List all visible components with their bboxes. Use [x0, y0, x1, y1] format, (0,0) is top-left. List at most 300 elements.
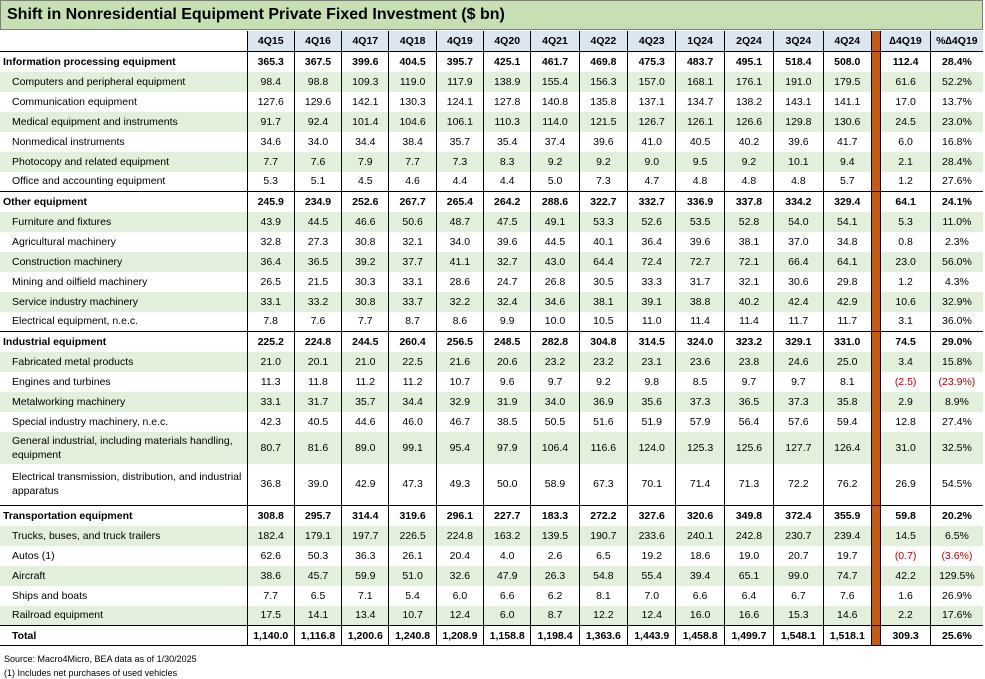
value-cell: 365.3 — [247, 52, 294, 72]
value-cell: 1,363.6 — [579, 626, 627, 646]
value-cell: 143.1 — [774, 92, 823, 112]
value-cell: 56.4 — [724, 412, 773, 432]
value-cell: 3.1 — [881, 312, 930, 332]
value-cell: 10.5 — [579, 312, 627, 332]
value-cell: 7.3 — [579, 172, 627, 192]
row-label: Metalworking machinery — [0, 392, 247, 412]
value-cell: 8.5 — [676, 372, 724, 392]
value-cell: 1,158.8 — [484, 626, 531, 646]
value-cell: 64.4 — [579, 252, 627, 272]
column-separator — [871, 272, 880, 292]
column-separator — [871, 332, 880, 352]
value-cell: 355.9 — [823, 506, 871, 526]
value-cell: 2.2 — [881, 606, 930, 626]
value-cell: 117.9 — [436, 72, 483, 92]
row-label: Mining and oilfield machinery — [12, 275, 148, 288]
table-row — [0, 352, 983, 372]
value-cell: 39.6 — [579, 132, 627, 152]
value-cell: 32.8 — [247, 232, 294, 252]
column-header: 4Q24 — [823, 31, 871, 52]
value-cell: 4.0 — [484, 546, 531, 566]
table-row — [0, 526, 983, 546]
value-cell: 226.5 — [389, 526, 436, 546]
value-cell: 104.6 — [389, 112, 436, 132]
value-cell: 46.6 — [342, 212, 389, 232]
value-cell: 26.8 — [531, 272, 579, 292]
value-cell: 34.0 — [531, 392, 579, 412]
value-cell: 71.4 — [676, 464, 724, 506]
value-cell: 32.1 — [724, 272, 773, 292]
value-cell: 74.7 — [823, 566, 871, 586]
value-cell: 11.7 — [774, 312, 823, 332]
value-cell: 54.0 — [774, 212, 823, 232]
value-cell: 57.9 — [676, 412, 724, 432]
row-label: Agricultural machinery — [12, 235, 116, 248]
row-label: Office and accounting equipment — [12, 175, 166, 188]
value-cell: 25.0 — [823, 352, 871, 372]
value-cell: 31.7 — [676, 272, 724, 292]
value-cell: 372.4 — [774, 506, 823, 526]
value-cell: 56.0% — [930, 252, 983, 272]
value-cell: 20.4 — [436, 546, 483, 566]
value-cell: 296.1 — [436, 506, 483, 526]
value-cell: 8.1 — [823, 372, 871, 392]
value-cell: 40.2 — [724, 292, 773, 312]
value-cell: 24.6 — [774, 352, 823, 372]
row-label: Special industry machinery, n.e.c. — [12, 415, 169, 428]
value-cell: 518.4 — [774, 52, 823, 72]
row-label: Photocopy and related equipment — [0, 152, 247, 172]
value-cell: 36.9 — [579, 392, 627, 412]
value-cell: 91.7 — [247, 112, 294, 132]
value-cell: 124.1 — [436, 92, 483, 112]
value-cell: 129.8 — [774, 112, 823, 132]
value-cell: 26.9 — [881, 464, 930, 506]
table-row — [0, 412, 983, 432]
value-cell: 59.8 — [881, 506, 930, 526]
value-cell: 35.7 — [436, 132, 483, 152]
value-cell: 51.6 — [579, 412, 627, 432]
value-cell: 109.3 — [342, 72, 389, 92]
value-cell: 14.6 — [823, 606, 871, 626]
value-cell: 62.6 — [247, 546, 294, 566]
value-cell: 224.8 — [436, 526, 483, 546]
value-cell: 121.5 — [579, 112, 627, 132]
value-cell: 125.3 — [676, 432, 724, 464]
value-cell: 27.4% — [930, 412, 983, 432]
value-cell: 36.4 — [247, 252, 294, 272]
value-cell: 9.0 — [628, 152, 676, 172]
value-cell: 110.3 — [484, 112, 531, 132]
value-cell: 19.2 — [628, 546, 676, 566]
value-cell: 28.6 — [436, 272, 483, 292]
value-cell: 11.2 — [342, 372, 389, 392]
value-cell: 129.5% — [930, 566, 983, 586]
value-cell: 25.6% — [930, 626, 983, 646]
value-cell: 36.4 — [628, 232, 676, 252]
category-row — [0, 52, 983, 72]
value-cell: 10.6 — [881, 292, 930, 312]
value-cell: 7.9 — [342, 152, 389, 172]
value-cell: 50.3 — [294, 546, 341, 566]
value-cell: 32.7 — [484, 252, 531, 272]
value-cell: 89.0 — [342, 432, 389, 464]
value-cell: 49.1 — [531, 212, 579, 232]
column-separator — [871, 412, 880, 432]
value-cell: 23.2 — [531, 352, 579, 372]
value-cell: 295.7 — [294, 506, 341, 526]
value-cell: 4.7 — [628, 172, 676, 192]
value-cell: 11.4 — [724, 312, 773, 332]
value-cell: 19.0 — [724, 546, 773, 566]
value-cell: 27.3 — [294, 232, 341, 252]
row-label: Electrical equipment, n.e.c. — [12, 315, 139, 328]
value-cell: 72.4 — [628, 252, 676, 272]
value-cell: 12.2 — [579, 606, 627, 626]
value-cell: 11.2 — [389, 372, 436, 392]
value-cell: 126.4 — [823, 432, 871, 464]
value-cell: 168.1 — [676, 72, 724, 92]
value-cell: 23.2 — [579, 352, 627, 372]
investment-table — [0, 31, 983, 646]
value-cell: 44.5 — [531, 232, 579, 252]
value-cell: 29.0% — [930, 332, 983, 352]
value-cell: 1,200.6 — [342, 626, 389, 646]
value-cell: 230.7 — [774, 526, 823, 546]
value-cell: 106.4 — [531, 432, 579, 464]
value-cell: 21.5 — [294, 272, 341, 292]
value-cell: 80.7 — [247, 432, 294, 464]
column-header: 4Q15 — [247, 31, 294, 52]
column-separator — [871, 526, 880, 546]
value-cell: 10.1 — [774, 152, 823, 172]
value-cell: 6.6 — [676, 586, 724, 606]
value-cell: 37.7 — [389, 252, 436, 272]
value-cell: 44.6 — [342, 412, 389, 432]
column-separator — [871, 626, 880, 646]
value-cell: 74.5 — [881, 332, 930, 352]
value-cell: 54.1 — [823, 212, 871, 232]
value-cell: 2.1 — [881, 152, 930, 172]
value-cell: 42.2 — [881, 566, 930, 586]
table-header-row — [0, 31, 983, 52]
value-cell: 127.6 — [247, 92, 294, 112]
value-cell: 14.1 — [294, 606, 341, 626]
value-cell: 32.6 — [436, 566, 483, 586]
value-cell: 6.2 — [531, 586, 579, 606]
value-cell: 57.6 — [774, 412, 823, 432]
value-cell: 47.3 — [389, 464, 436, 506]
value-cell: 11.4 — [676, 312, 724, 332]
value-cell: (3.6%) — [930, 546, 983, 566]
value-cell: 4.8 — [774, 172, 823, 192]
value-cell: 314.4 — [342, 506, 389, 526]
value-cell: 24.1% — [930, 192, 983, 212]
value-cell: 225.2 — [247, 332, 294, 352]
value-cell: 31.7 — [294, 392, 341, 412]
value-cell: 9.2 — [724, 152, 773, 172]
column-separator — [871, 372, 880, 392]
value-cell: 139.5 — [531, 526, 579, 546]
value-cell: 106.1 — [436, 112, 483, 132]
value-cell: 46.7 — [436, 412, 483, 432]
table-row — [0, 72, 983, 92]
value-cell: 17.5 — [247, 606, 294, 626]
value-cell: 461.7 — [531, 52, 579, 72]
value-cell: 41.1 — [436, 252, 483, 272]
row-label: Ships and boats — [12, 589, 88, 602]
value-cell: 233.6 — [628, 526, 676, 546]
value-cell: 40.2 — [724, 132, 773, 152]
column-header: 4Q23 — [628, 31, 676, 52]
value-cell: 39.0 — [294, 464, 341, 506]
value-cell: 9.2 — [579, 372, 627, 392]
value-cell: 23.0 — [881, 252, 930, 272]
row-label: Trucks, buses, and truck trailers — [0, 526, 247, 546]
value-cell: 34.4 — [389, 392, 436, 412]
table-row — [0, 172, 983, 192]
row-label: Aircraft — [0, 566, 247, 586]
value-cell: 239.4 — [823, 526, 871, 546]
value-cell: 43.0 — [531, 252, 579, 272]
value-cell: 32.2 — [436, 292, 483, 312]
value-cell: 10.7 — [436, 372, 483, 392]
value-cell: 8.7 — [389, 312, 436, 332]
value-cell: 12.4 — [436, 606, 483, 626]
table-row — [0, 372, 983, 392]
value-cell: 37.0 — [774, 232, 823, 252]
value-cell: 1,458.8 — [676, 626, 724, 646]
value-cell: 35.4 — [484, 132, 531, 152]
value-cell: 15.8% — [930, 352, 983, 372]
column-separator — [871, 212, 880, 232]
value-cell: 14.5 — [881, 526, 930, 546]
value-cell: 1.6 — [881, 586, 930, 606]
value-cell: 37.3 — [774, 392, 823, 412]
row-label: Information processing equipment — [0, 52, 247, 72]
value-cell: 191.0 — [774, 72, 823, 92]
value-cell: 17.6% — [930, 606, 983, 626]
table-row — [0, 566, 983, 586]
column-separator — [871, 392, 880, 412]
value-cell: 329.1 — [774, 332, 823, 352]
value-cell: 176.1 — [724, 72, 773, 92]
value-cell: 224.8 — [294, 332, 341, 352]
value-cell: 141.1 — [823, 92, 871, 112]
value-cell: 48.7 — [436, 212, 483, 232]
value-cell: 29.8 — [823, 272, 871, 292]
column-separator — [871, 232, 880, 252]
value-cell: 182.4 — [247, 526, 294, 546]
value-cell: 19.7 — [823, 546, 871, 566]
value-cell: 42.3 — [247, 412, 294, 432]
value-cell: 1,240.8 — [389, 626, 436, 646]
value-cell: 39.1 — [628, 292, 676, 312]
table-row — [0, 546, 983, 566]
value-cell: 21.6 — [436, 352, 483, 372]
value-cell: 4.8 — [676, 172, 724, 192]
total-row — [0, 626, 983, 646]
value-cell: 265.4 — [436, 192, 483, 212]
value-cell: 36.0% — [930, 312, 983, 332]
value-cell: 309.3 — [881, 626, 930, 646]
value-cell: 36.8 — [247, 464, 294, 506]
value-cell: 130.3 — [389, 92, 436, 112]
value-cell: 367.5 — [294, 52, 341, 72]
row-label: Furniture and fixtures — [0, 212, 247, 232]
header-blank-cell — [0, 31, 247, 52]
value-cell: 20.7 — [774, 546, 823, 566]
value-cell: 16.0 — [676, 606, 724, 626]
column-header: 4Q17 — [342, 31, 389, 52]
column-header: 4Q18 — [389, 31, 436, 52]
value-cell: 34.0 — [294, 132, 341, 152]
value-cell: 1,116.8 — [294, 626, 341, 646]
value-cell: 4.4 — [484, 172, 531, 192]
value-cell: 34.6 — [247, 132, 294, 152]
value-cell: 179.5 — [823, 72, 871, 92]
table-row — [0, 92, 983, 112]
table-row — [0, 232, 983, 252]
value-cell: 20.6 — [484, 352, 531, 372]
table-row — [0, 312, 983, 332]
value-cell: 5.4 — [389, 586, 436, 606]
value-cell: 8.1 — [579, 586, 627, 606]
value-cell: 116.6 — [579, 432, 627, 464]
value-cell: 9.2 — [531, 152, 579, 172]
row-label: Service industry machinery — [0, 292, 247, 312]
column-separator — [871, 192, 880, 212]
value-cell: 43.9 — [247, 212, 294, 232]
value-cell: 6.6 — [484, 586, 531, 606]
value-cell: 34.4 — [342, 132, 389, 152]
value-cell: 31.0 — [881, 432, 930, 464]
value-cell: 46.0 — [389, 412, 436, 432]
value-cell: 264.2 — [484, 192, 531, 212]
value-cell: 30.5 — [579, 272, 627, 292]
value-cell: 37.3 — [676, 392, 724, 412]
value-cell: 288.6 — [531, 192, 579, 212]
value-cell: 33.1 — [247, 292, 294, 312]
value-cell: 6.0 — [881, 132, 930, 152]
value-cell: 30.6 — [774, 272, 823, 292]
value-cell: 1,443.9 — [628, 626, 676, 646]
value-cell: 59.4 — [823, 412, 871, 432]
value-cell: 7.0 — [628, 586, 676, 606]
value-cell: 42.9 — [823, 292, 871, 312]
value-cell: 17.0 — [881, 92, 930, 112]
value-cell: 7.6 — [823, 586, 871, 606]
value-cell: 227.7 — [484, 506, 531, 526]
column-header: 1Q24 — [676, 31, 724, 52]
table-row — [0, 606, 983, 626]
value-cell: 71.3 — [724, 464, 773, 506]
value-cell: 27.6% — [930, 172, 983, 192]
value-cell: 32.9 — [436, 392, 483, 412]
column-separator — [871, 172, 880, 192]
table-row — [0, 132, 983, 152]
value-cell: 81.6 — [294, 432, 341, 464]
value-cell: 2.9 — [881, 392, 930, 412]
value-cell: 37.4 — [531, 132, 579, 152]
column-separator — [871, 464, 880, 506]
value-cell: 6.4 — [724, 586, 773, 606]
row-label: Communication equipment — [12, 95, 137, 108]
value-cell: 9.6 — [484, 372, 531, 392]
value-cell: 10.7 — [389, 606, 436, 626]
column-header: 4Q16 — [294, 31, 341, 52]
value-cell: (0.7) — [881, 546, 930, 566]
value-cell: 32.1 — [389, 232, 436, 252]
value-cell: 6.5 — [579, 546, 627, 566]
value-cell: 20.2% — [930, 506, 983, 526]
column-header: ∆4Q19 — [881, 31, 930, 52]
value-cell: 4.4 — [436, 172, 483, 192]
value-cell: 35.6 — [628, 392, 676, 412]
value-cell: 7.8 — [247, 312, 294, 332]
value-cell: 36.3 — [342, 546, 389, 566]
value-cell: 30.8 — [342, 292, 389, 312]
value-cell: 52.2% — [930, 72, 983, 92]
value-cell: 240.1 — [676, 526, 724, 546]
value-cell: 42.4 — [774, 292, 823, 312]
row-label: Industrial equipment — [0, 332, 247, 352]
value-cell: 252.6 — [342, 192, 389, 212]
value-cell: 336.9 — [676, 192, 724, 212]
value-cell: 260.4 — [389, 332, 436, 352]
value-cell: 40.5 — [676, 132, 724, 152]
value-cell: 98.8 — [294, 72, 341, 92]
column-separator — [871, 92, 880, 112]
value-cell: 1.2 — [881, 272, 930, 292]
column-header: 4Q21 — [531, 31, 579, 52]
value-cell: 9.4 — [823, 152, 871, 172]
value-cell: (2.5) — [881, 372, 930, 392]
value-cell: 34.8 — [823, 232, 871, 252]
value-cell: 9.5 — [676, 152, 724, 172]
column-separator — [871, 292, 880, 312]
value-cell: 39.6 — [774, 132, 823, 152]
value-cell: 28.4% — [930, 152, 983, 172]
value-cell: 7.7 — [247, 586, 294, 606]
value-cell: 3.4 — [881, 352, 930, 372]
value-cell: 47.9 — [484, 566, 531, 586]
column-separator — [871, 31, 880, 52]
row-label: Medical equipment and instruments — [0, 112, 247, 132]
category-row — [0, 332, 983, 352]
value-cell: 24.5 — [881, 112, 930, 132]
value-cell: 404.5 — [389, 52, 436, 72]
value-cell: 0.8 — [881, 232, 930, 252]
value-cell: 334.2 — [774, 192, 823, 212]
value-cell: 508.0 — [823, 52, 871, 72]
value-cell: 23.1 — [628, 352, 676, 372]
value-cell: 267.7 — [389, 192, 436, 212]
value-cell: 183.3 — [531, 506, 579, 526]
value-cell: 331.0 — [823, 332, 871, 352]
value-cell: 197.7 — [342, 526, 389, 546]
row-label: Electrical transmission, distribution, and industrial apparatus — [12, 471, 242, 498]
value-cell: 32.5% — [930, 432, 983, 464]
value-cell: 4.8 — [724, 172, 773, 192]
value-cell: 33.1 — [247, 392, 294, 412]
value-cell: 304.8 — [579, 332, 627, 352]
value-cell: 1.2 — [881, 172, 930, 192]
value-cell: 1,198.4 — [531, 626, 579, 646]
value-cell: 1,548.1 — [774, 626, 823, 646]
value-cell: 38.6 — [247, 566, 294, 586]
value-cell: 469.8 — [579, 52, 627, 72]
